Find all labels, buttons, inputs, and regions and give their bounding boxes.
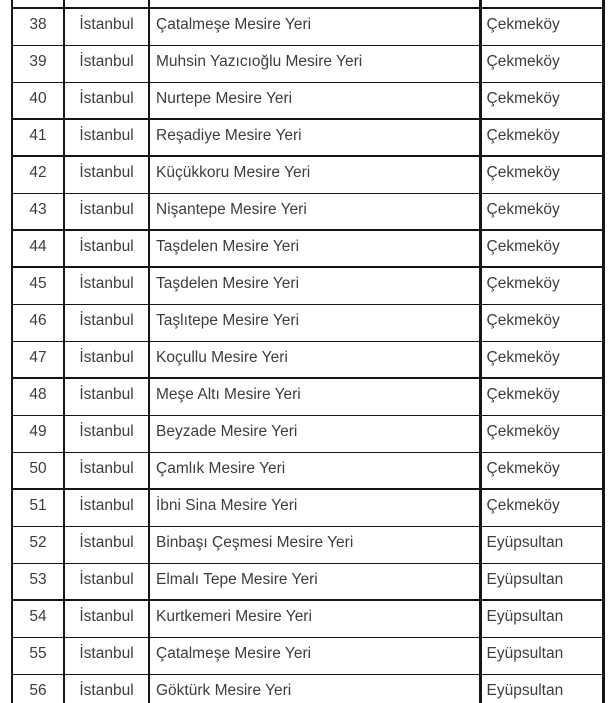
cell-district: Eyüpsultan	[480, 637, 603, 674]
cell-province: İstanbul	[64, 304, 149, 341]
cell-place-name: Nurtepe Mesire Yeri	[149, 82, 480, 119]
cell-province	[64, 0, 149, 8]
cell-place-name: Çatalmeşe Mesire Yeri	[149, 637, 480, 674]
table-row	[12, 637, 603, 674]
cell-province: İstanbul	[64, 378, 149, 415]
table-row	[12, 489, 603, 526]
cell-district: Çekmeköy	[480, 8, 603, 45]
cell-district: Çekmeköy	[480, 267, 603, 304]
cell-row-number: 46	[12, 304, 64, 341]
cell-province: İstanbul	[64, 489, 149, 526]
table-row	[12, 415, 603, 452]
cell-place-name: Taşdelen Mesire Yeri	[149, 267, 480, 304]
table-row-partial	[12, 0, 603, 8]
cell-row-number	[12, 0, 64, 8]
cell-province: İstanbul	[64, 341, 149, 378]
cell-district: Çekmeköy	[480, 304, 603, 341]
cell-province: İstanbul	[64, 45, 149, 82]
cell-province: İstanbul	[64, 526, 149, 563]
cell-district: Eyüpsultan	[480, 674, 603, 703]
cell-place-name: Koçullu Mesire Yeri	[149, 341, 480, 378]
table-row	[12, 119, 603, 156]
cell-place-name: Çamlık Mesire Yeri	[149, 452, 480, 489]
cell-row-number: 43	[12, 193, 64, 230]
cell-district: Çekmeköy	[480, 378, 603, 415]
cell-place-name: Elmalı Tepe Mesire Yeri	[149, 563, 480, 600]
cell-row-number: 55	[12, 637, 64, 674]
cell-place-name	[149, 0, 480, 8]
cell-district: Çekmeköy	[480, 415, 603, 452]
cell-province: İstanbul	[64, 415, 149, 452]
cell-province: İstanbul	[64, 193, 149, 230]
cell-district: Eyüpsultan	[480, 563, 603, 600]
cell-row-number: 54	[12, 600, 64, 637]
table-row	[12, 526, 603, 563]
table-row	[12, 267, 603, 304]
cell-district: Çekmeköy	[480, 489, 603, 526]
cell-place-name: Göktürk Mesire Yeri	[149, 674, 480, 703]
cell-place-name: Küçükkoru Mesire Yeri	[149, 156, 480, 193]
table-row	[12, 82, 603, 119]
cell-province: İstanbul	[64, 267, 149, 304]
cell-row-number: 39	[12, 45, 64, 82]
table-row	[12, 45, 603, 82]
cell-province: İstanbul	[64, 637, 149, 674]
cell-province: İstanbul	[64, 600, 149, 637]
cell-place-name: Taşlıtepe Mesire Yeri	[149, 304, 480, 341]
cell-district: Çekmeköy	[480, 193, 603, 230]
cell-place-name: Taşdelen Mesire Yeri	[149, 230, 480, 267]
table-row	[12, 563, 603, 600]
cell-row-number: 48	[12, 378, 64, 415]
cell-row-number: 50	[12, 452, 64, 489]
cell-row-number: 44	[12, 230, 64, 267]
cell-place-name: Beyzade Mesire Yeri	[149, 415, 480, 452]
table-row	[12, 378, 603, 415]
cell-district: Eyüpsultan	[480, 600, 603, 637]
cell-place-name: Kurtkemeri Mesire Yeri	[149, 600, 480, 637]
cell-district	[480, 0, 603, 8]
cell-row-number: 38	[12, 8, 64, 45]
cell-row-number: 49	[12, 415, 64, 452]
cell-province: İstanbul	[64, 452, 149, 489]
cell-row-number: 52	[12, 526, 64, 563]
cell-row-number: 53	[12, 563, 64, 600]
cell-place-name: Meşe Altı Mesire Yeri	[149, 378, 480, 415]
places-table-body	[12, 0, 603, 703]
cell-province: İstanbul	[64, 674, 149, 703]
table-row	[12, 452, 603, 489]
cell-district: Çekmeköy	[480, 82, 603, 119]
table-row	[12, 341, 603, 378]
table-row	[12, 230, 603, 267]
cell-district: Çekmeköy	[480, 341, 603, 378]
cell-province: İstanbul	[64, 8, 149, 45]
cell-place-name: Çatalmeşe Mesire Yeri	[149, 8, 480, 45]
cell-place-name: Muhsin Yazıcıoğlu Mesire Yeri	[149, 45, 480, 82]
cell-province: İstanbul	[64, 82, 149, 119]
cell-district: Çekmeköy	[480, 452, 603, 489]
cell-row-number: 45	[12, 267, 64, 304]
cell-district: Çekmeköy	[480, 156, 603, 193]
cell-row-number: 40	[12, 82, 64, 119]
cell-province: İstanbul	[64, 563, 149, 600]
cell-row-number: 41	[12, 119, 64, 156]
cell-row-number: 51	[12, 489, 64, 526]
table-row	[12, 193, 603, 230]
table-row	[12, 8, 603, 45]
cell-row-number: 56	[12, 674, 64, 703]
cell-district: Çekmeköy	[480, 230, 603, 267]
table-row	[12, 304, 603, 341]
table-row	[12, 600, 603, 637]
table-row	[12, 674, 603, 703]
cell-district: Çekmeköy	[480, 45, 603, 82]
cell-row-number: 47	[12, 341, 64, 378]
cell-row-number: 42	[12, 156, 64, 193]
places-table	[11, 0, 605, 703]
cell-place-name: Binbaşı Çeşmesi Mesire Yeri	[149, 526, 480, 563]
cell-district: Çekmeköy	[480, 119, 603, 156]
cell-province: İstanbul	[64, 230, 149, 267]
cell-place-name: Reşadiye Mesire Yeri	[149, 119, 480, 156]
cell-place-name: Nişantepe Mesire Yeri	[149, 193, 480, 230]
table-row	[12, 156, 603, 193]
cell-province: İstanbul	[64, 119, 149, 156]
cell-place-name: İbni Sina Mesire Yeri	[149, 489, 480, 526]
cell-district: Eyüpsultan	[480, 526, 603, 563]
cell-province: İstanbul	[64, 156, 149, 193]
